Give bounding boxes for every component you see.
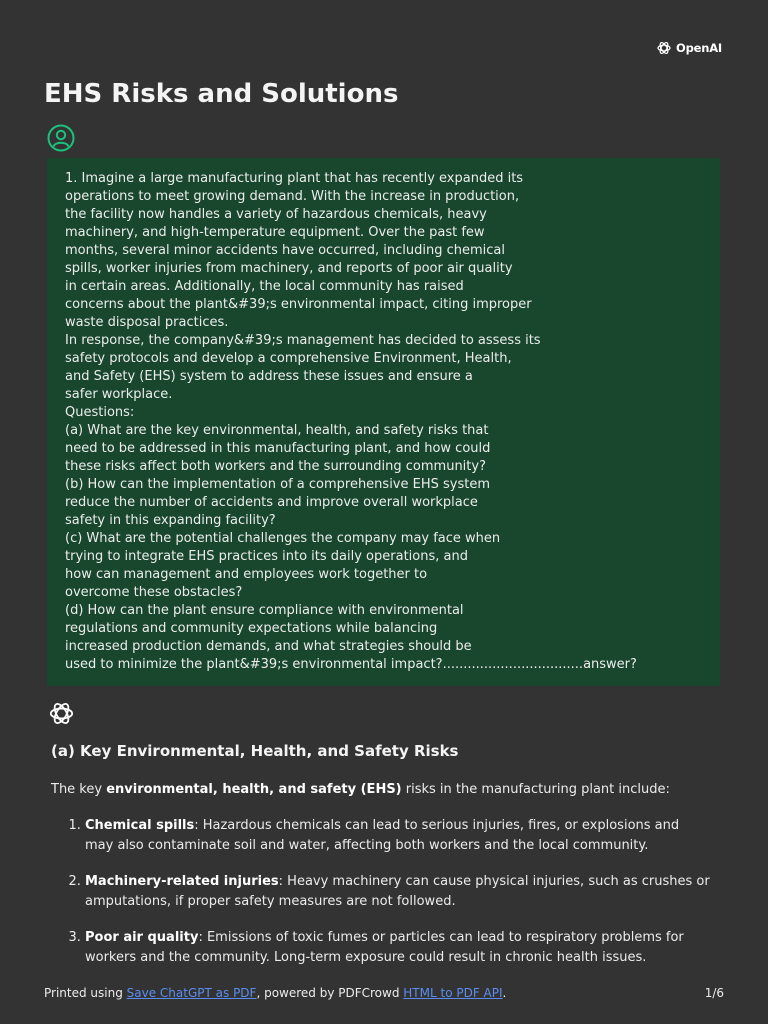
openai-brand [656,40,722,56]
footer-middle: , powered by PDFCrowd [256,986,404,1000]
list-item [85,928,711,968]
intro-bold: environmental, health, and safety (EHS) [106,782,402,797]
page-number: 1/6 [704,986,724,1000]
answer-heading: (a) Key Environmental, Health, and Safety Risks [51,742,459,760]
risk-text: : Hazardous chemicals can lead to serious injuries, fires, or explosions and may also contaminate soil and water, affecting both workers and the local community. [85,818,680,853]
intro-post: risks in the manufacturing plant include: [401,782,670,797]
footer-suffix: . [502,986,507,1000]
brand-name: OpenAI [676,41,722,55]
footer-prefix: Printed using [44,986,127,1000]
page-title: EHS Risks and Solutions [44,79,399,109]
user-avatar-icon [47,124,75,152]
chatgpt-logo-icon [48,700,75,727]
openai-logo-icon [656,40,672,56]
risk-text: : Heavy machinery can cause physical injuries, such as crushes or amputations, if proper safety measures are not followed. [85,874,710,909]
answer-intro [51,780,711,800]
save-chatgpt-pdf-link[interactable]: Save ChatGPT as PDF [126,986,257,1000]
assistant-answer [51,738,711,984]
user-prompt-box [47,158,720,686]
html-to-pdf-api-link[interactable]: HTML to PDF API [403,986,503,1000]
user-prompt-text: 1. Imagine a large manufacturing plant that has recently expanded its operations to meet growing demand. With the increase in production, the facility now handles a variety of hazardous chemicals, heavy machinery, and high-temperature equipment. Over the past few months, several minor accidents have occurred, including chemical spills, worker injuries from machinery, and reports of poor air quality in certain areas. Additionally, the local community has raised concerns about the plant&#39;s environmental impact, citing improper waste disposal practices. In response, the company&#39;s management has decided to assess its safety protocols and develop a comprehensive Environment, Health, and Safety (EHS) system to address these issues and ensure a safer workplace. Questions: (a) What are the key environmental, health, and safety risks that need to be addressed in this manufacturing plant, and how could these risks affect both workers and the surrounding community? (b) How can the implementation of a comprehensive EHS system reduce the number of accidents and improve overall workplace safety in this expanding facility? (c) What are the potential challenges the company may face when trying to integrate EHS practices into its daily operations, and how can management and employees work together to overcome these obstacles? (d) How can the plant ensure compliance with environmental regulations and community expectations while balancing increased production demands, and what strategies should be used to minimize the plant&#39;s environmental impact?..................................answer? [65,171,637,672]
risk-term: Chemical spills [85,818,195,833]
risk-term: Machinery-related injuries [85,874,279,889]
list-item [85,816,711,856]
risk-term: Poor air quality [85,930,199,945]
risk-text: : Emissions of toxic fumes or particles can lead to respiratory problems for workers and the community. Long-term exposure could result in chronic health issues. [85,930,684,965]
intro-pre: The key [51,782,107,797]
risk-list [51,816,711,968]
list-item [85,872,711,912]
footer [44,985,724,1001]
